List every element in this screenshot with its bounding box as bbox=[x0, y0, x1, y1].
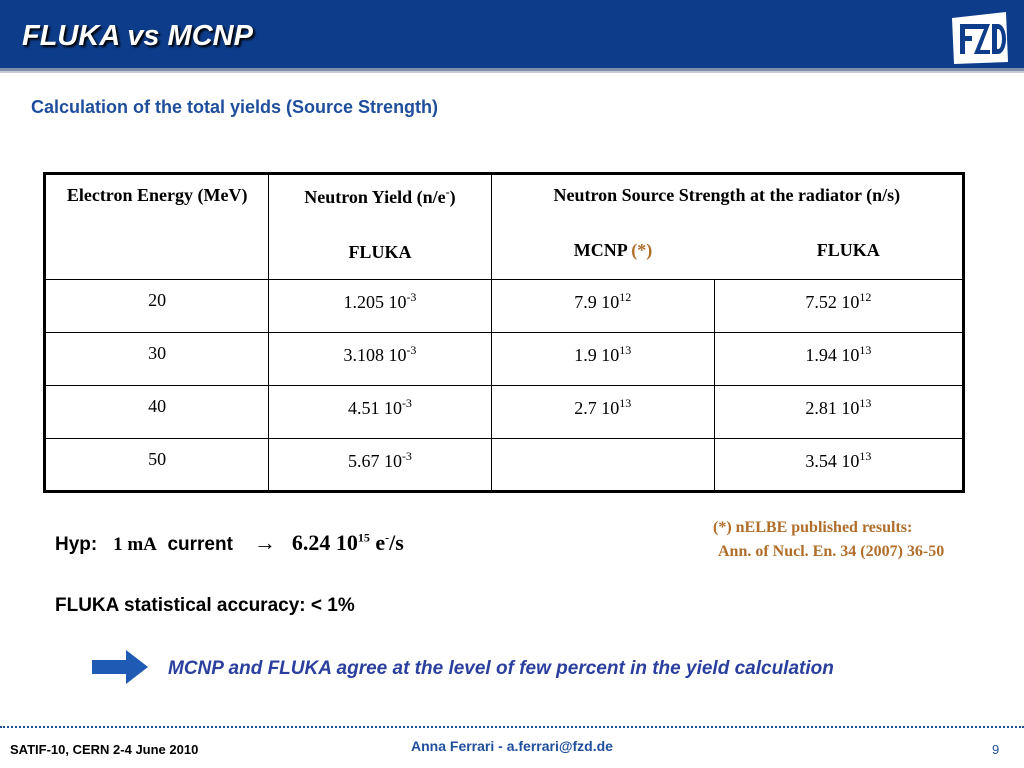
energy-cell: 50 bbox=[45, 439, 269, 492]
mcnp-cell: 2.7 $10^{13}$ bbox=[491, 386, 714, 439]
logo-text: FZD bbox=[979, 63, 981, 64]
slide-subtitle: Calculation of the total yields (Source Strength) bbox=[31, 97, 439, 117]
yield-cell: 3.108 $10^{-3}$ bbox=[269, 333, 491, 386]
right-arrow-icon bbox=[92, 650, 148, 684]
slide-title: FLUKA vs MCNP bbox=[22, 20, 253, 52]
header-divider-light bbox=[0, 71, 1024, 73]
yield-cell: 4.51 $10^{-3}$ bbox=[269, 386, 491, 439]
energy-cell: 40 bbox=[45, 386, 269, 439]
note-line-1: (*) nELBE published results: bbox=[713, 519, 913, 536]
yield-cell: 5.67 $10^{-3}$ bbox=[269, 439, 491, 492]
fluka-cell: 1.94 $10^{13}$ bbox=[714, 333, 963, 386]
hyp-current-value: 1 mA bbox=[113, 534, 157, 555]
mcnp-cell: 7.9 $10^{12}$ bbox=[491, 280, 714, 333]
right-arrow-symbol: → bbox=[254, 530, 277, 555]
footer-divider bbox=[0, 726, 1024, 728]
fluka-cell: 3.54 $10^{13}$ bbox=[714, 439, 963, 492]
hyp-label: Hyp: bbox=[55, 534, 98, 555]
page-number: 9 bbox=[992, 742, 1000, 757]
header-mcnp: MCNP (*) bbox=[573, 240, 653, 260]
yield-cell: 1.205 $10^{-3}$ bbox=[269, 280, 491, 333]
mcnp-cell: 1.9 $10^{13}$ bbox=[491, 333, 714, 386]
hyp-current-word: current bbox=[167, 534, 233, 555]
fluka-cell: 7.52 $10^{12}$ bbox=[714, 280, 963, 333]
fluka-cell: 2.81 $10^{13}$ bbox=[714, 386, 963, 439]
table-row bbox=[45, 439, 964, 492]
table-row bbox=[45, 386, 964, 439]
hyp-result: 6.24 $10^{15}$ e-/s bbox=[291, 530, 404, 555]
note-line-2: Ann. of Nucl. En. 34 (2007) 36-50 bbox=[718, 543, 945, 560]
header-strength-fluka: FLUKA bbox=[816, 240, 880, 260]
hypothesis-line bbox=[55, 530, 404, 556]
header-source-strength: Neutron Source Strength at the radiator (n/s) MCNP (*) FLUKA bbox=[491, 174, 963, 280]
table-header-row bbox=[45, 174, 964, 280]
table-row bbox=[45, 280, 964, 333]
header-electron-energy: Electron Energy (MeV) bbox=[45, 174, 269, 280]
yields-table bbox=[43, 172, 965, 493]
energy-cell: 30 bbox=[45, 333, 269, 386]
statistical-accuracy: FLUKA statistical accuracy: < 1% bbox=[55, 595, 355, 616]
mcnp-cell bbox=[491, 439, 714, 492]
header-neutron-yield: Neutron Yield (n/e-) FLUKA bbox=[269, 174, 491, 280]
energy-cell: 20 bbox=[45, 280, 269, 333]
table-row bbox=[45, 333, 964, 386]
fzd-logo-icon bbox=[946, 10, 1012, 66]
footer-conference: SATIF-10, CERN 2-4 June 2010 bbox=[10, 742, 199, 757]
conclusion-text: MCNP and FLUKA agree at the level of few percent in the yield calculation bbox=[168, 658, 834, 679]
header-yield-fluka: FLUKA bbox=[348, 242, 412, 262]
footer-author: Anna Ferrari - a.ferrari@fzd.de bbox=[411, 738, 613, 754]
header-mcnp-star: (*) bbox=[631, 240, 653, 260]
